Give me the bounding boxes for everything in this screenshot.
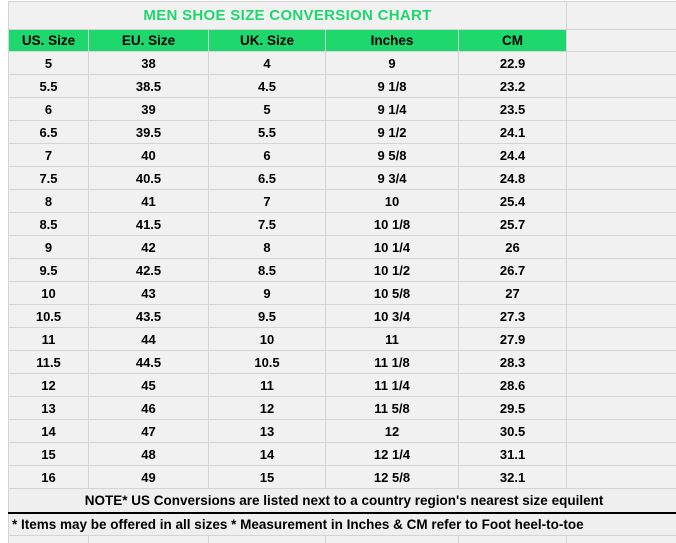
cell-inches: 10 5/8 xyxy=(326,282,459,305)
table-row xyxy=(9,121,676,144)
page-title: MEN SHOE SIZE CONVERSION CHART xyxy=(9,2,567,30)
cell-uk-size: 15 xyxy=(209,466,326,489)
cell-inches: 11 1/4 xyxy=(326,374,459,397)
cell-uk-size: 8 xyxy=(209,236,326,259)
cell-cm: 26 xyxy=(459,236,567,259)
cell-uk-size: 5.5 xyxy=(209,121,326,144)
table-row xyxy=(9,466,676,489)
cell-cm: 25.4 xyxy=(459,190,567,213)
cell-empty xyxy=(567,121,676,144)
cell-eu-size: 46 xyxy=(89,397,209,420)
cell-eu-size: 44 xyxy=(89,328,209,351)
cell-eu-size: 43 xyxy=(89,282,209,305)
cell-cm: 31.1 xyxy=(459,443,567,466)
cell-eu-size: 39.5 xyxy=(89,121,209,144)
cell-inches: 11 5/8 xyxy=(326,397,459,420)
table-row xyxy=(9,328,676,351)
conversion-table xyxy=(8,1,676,543)
column-header-cm: CM xyxy=(459,30,567,52)
cell-uk-size: 6.5 xyxy=(209,167,326,190)
cell-eu-size: 38 xyxy=(89,52,209,75)
cell-cm: 30.5 xyxy=(459,420,567,443)
cell-cm: 27.3 xyxy=(459,305,567,328)
header-row xyxy=(9,30,676,52)
cell-uk-size: 14 xyxy=(209,443,326,466)
empty-corner-cell xyxy=(567,2,676,30)
cell-empty xyxy=(567,443,676,466)
cell-eu-size: 47 xyxy=(89,420,209,443)
cell-us-size: 14 xyxy=(9,420,89,443)
cell-inches: 9 1/2 xyxy=(326,121,459,144)
cell-uk-size: 7 xyxy=(209,190,326,213)
cell-uk-size: 13 xyxy=(209,420,326,443)
cell-empty xyxy=(567,52,676,75)
table-row xyxy=(9,98,676,121)
cell-inches: 9 3/4 xyxy=(326,167,459,190)
cell-uk-size: 10.5 xyxy=(209,351,326,374)
cell-eu-size: 40 xyxy=(89,144,209,167)
cell-inches: 10 xyxy=(326,190,459,213)
cell-us-size: 9.5 xyxy=(9,259,89,282)
cell-empty xyxy=(567,282,676,305)
cell-eu-size: 45 xyxy=(89,374,209,397)
cell-empty xyxy=(567,397,676,420)
footer-text: * Items may be offered in all sizes * Measurement in Inches & CM refer to Foot heel-to-toe xyxy=(9,513,676,536)
table-row xyxy=(9,259,676,282)
cell-inches: 9 1/4 xyxy=(326,98,459,121)
cell-cm: 22.9 xyxy=(459,52,567,75)
cell-us-size: 5 xyxy=(9,52,89,75)
cell-cm: 25.7 xyxy=(459,213,567,236)
cell-uk-size: 9 xyxy=(209,282,326,305)
table-row xyxy=(9,374,676,397)
cell-uk-size: 12 xyxy=(209,397,326,420)
cell-eu-size: 40.5 xyxy=(89,167,209,190)
table-row xyxy=(9,144,676,167)
table-body xyxy=(9,52,676,489)
cell-empty xyxy=(567,167,676,190)
cell-cm: 26.7 xyxy=(459,259,567,282)
table-row xyxy=(9,397,676,420)
table-row xyxy=(9,282,676,305)
cell-inches: 11 1/8 xyxy=(326,351,459,374)
cell-uk-size: 6 xyxy=(209,144,326,167)
cell-empty xyxy=(567,351,676,374)
cell-empty xyxy=(567,190,676,213)
cell-us-size: 16 xyxy=(9,466,89,489)
title-row xyxy=(9,2,676,30)
cell-empty xyxy=(567,466,676,489)
cell-us-size: 13 xyxy=(9,397,89,420)
footer-row xyxy=(9,513,676,536)
cell-uk-size: 11 xyxy=(209,374,326,397)
cell-uk-size: 8.5 xyxy=(209,259,326,282)
cell-inches: 9 1/8 xyxy=(326,75,459,98)
cell-empty xyxy=(567,305,676,328)
table-row xyxy=(9,351,676,374)
cell-inches: 10 3/4 xyxy=(326,305,459,328)
table-row xyxy=(9,236,676,259)
note-row xyxy=(9,489,676,513)
table-row xyxy=(9,420,676,443)
cell-inches: 12 xyxy=(326,420,459,443)
sheet-area xyxy=(8,1,676,543)
cell-inches: 12 5/8 xyxy=(326,466,459,489)
cell-eu-size: 49 xyxy=(89,466,209,489)
cell-us-size: 6.5 xyxy=(9,121,89,144)
cell-eu-size: 43.5 xyxy=(89,305,209,328)
table-row xyxy=(9,52,676,75)
cell-inches: 10 1/4 xyxy=(326,236,459,259)
note-text: NOTE* US Conversions are listed next to a country region's nearest size equilent xyxy=(9,489,676,513)
cell-inches: 10 1/8 xyxy=(326,213,459,236)
cell-empty xyxy=(567,420,676,443)
cell-inches: 12 1/4 xyxy=(326,443,459,466)
cell-eu-size: 41 xyxy=(89,190,209,213)
cell-cm: 24.4 xyxy=(459,144,567,167)
cell-us-size: 9 xyxy=(9,236,89,259)
table-row xyxy=(9,305,676,328)
table-row xyxy=(9,75,676,98)
cell-eu-size: 44.5 xyxy=(89,351,209,374)
column-header-uk-size: UK. Size xyxy=(209,30,326,52)
table-row xyxy=(9,443,676,466)
cell-cm: 28.3 xyxy=(459,351,567,374)
cell-us-size: 15 xyxy=(9,443,89,466)
cell-cm: 24.1 xyxy=(459,121,567,144)
cell-uk-size: 4.5 xyxy=(209,75,326,98)
cell-empty xyxy=(567,98,676,121)
cell-empty xyxy=(567,144,676,167)
cell-eu-size: 38.5 xyxy=(89,75,209,98)
cell-cm: 32.1 xyxy=(459,466,567,489)
cell-us-size: 7.5 xyxy=(9,167,89,190)
table-row xyxy=(9,213,676,236)
cell-cm: 27 xyxy=(459,282,567,305)
cell-us-size: 11.5 xyxy=(9,351,89,374)
cell-cm: 28.6 xyxy=(459,374,567,397)
cell-empty xyxy=(567,374,676,397)
cell-uk-size: 5 xyxy=(209,98,326,121)
cell-us-size: 7 xyxy=(9,144,89,167)
cell-cm: 24.8 xyxy=(459,167,567,190)
column-header-inches: Inches xyxy=(326,30,459,52)
cell-eu-size: 42.5 xyxy=(89,259,209,282)
cell-inches: 10 1/2 xyxy=(326,259,459,282)
cell-us-size: 11 xyxy=(9,328,89,351)
table-row xyxy=(9,167,676,190)
cell-us-size: 8 xyxy=(9,190,89,213)
partial-row xyxy=(9,536,676,543)
cell-us-size: 5.5 xyxy=(9,75,89,98)
cell-empty xyxy=(567,213,676,236)
cell-uk-size: 7.5 xyxy=(209,213,326,236)
cell-cm: 27.9 xyxy=(459,328,567,351)
cell-empty xyxy=(567,75,676,98)
cell-eu-size: 41.5 xyxy=(89,213,209,236)
column-header-us-size: US. Size xyxy=(9,30,89,52)
empty-header-cell xyxy=(567,30,676,52)
cell-inches: 9 xyxy=(326,52,459,75)
cell-cm: 23.2 xyxy=(459,75,567,98)
cell-eu-size: 42 xyxy=(89,236,209,259)
cell-empty xyxy=(567,236,676,259)
cell-us-size: 6 xyxy=(9,98,89,121)
cell-uk-size: 4 xyxy=(209,52,326,75)
cell-us-size: 10.5 xyxy=(9,305,89,328)
cell-uk-size: 10 xyxy=(209,328,326,351)
cell-inches: 9 5/8 xyxy=(326,144,459,167)
cell-us-size: 10 xyxy=(9,282,89,305)
cell-empty xyxy=(567,259,676,282)
cell-eu-size: 39 xyxy=(89,98,209,121)
table-row xyxy=(9,190,676,213)
cell-us-size: 12 xyxy=(9,374,89,397)
cell-eu-size: 48 xyxy=(89,443,209,466)
cell-inches: 11 xyxy=(326,328,459,351)
cell-uk-size: 9.5 xyxy=(209,305,326,328)
cell-cm: 29.5 xyxy=(459,397,567,420)
cell-us-size: 8.5 xyxy=(9,213,89,236)
cell-cm: 23.5 xyxy=(459,98,567,121)
cell-empty xyxy=(567,328,676,351)
column-header-eu-size: EU. Size xyxy=(89,30,209,52)
